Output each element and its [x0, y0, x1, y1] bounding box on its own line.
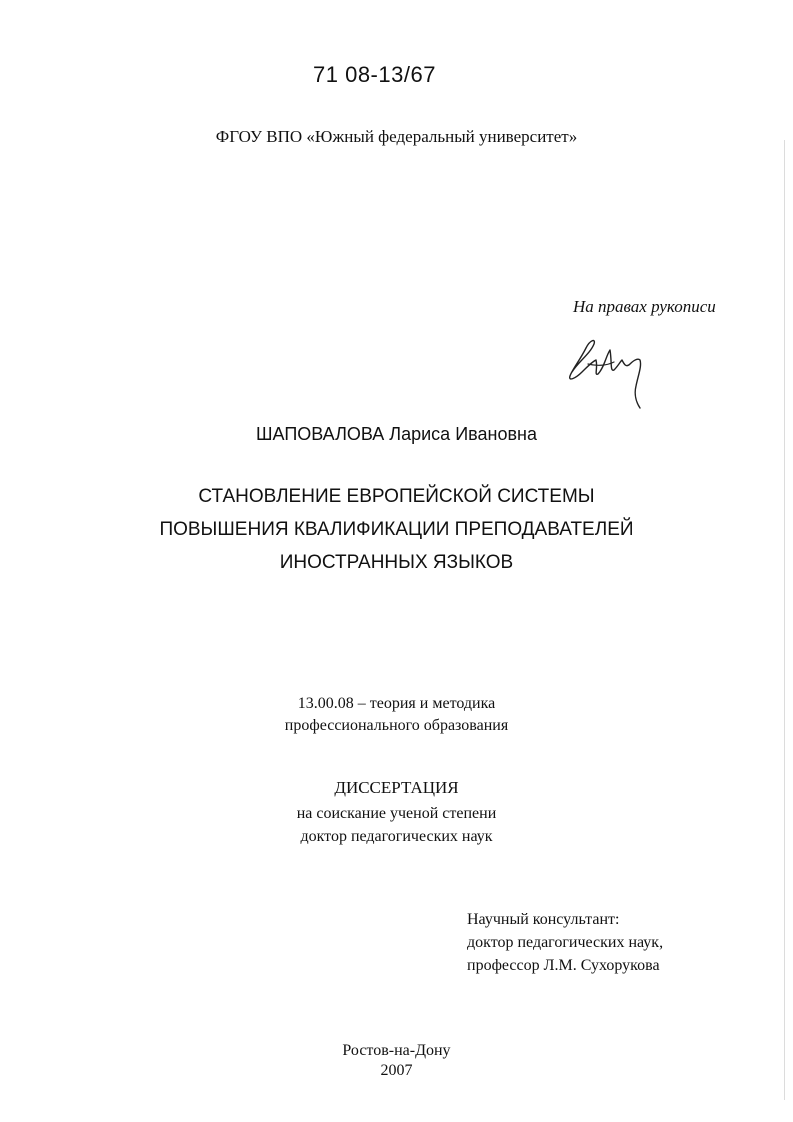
advisor-name: профессор Л.М. Сухорукова: [467, 957, 660, 974]
manuscript-rights-note: На правах рукописи: [573, 297, 716, 316]
dissertation-title-line-1: СТАНОВЛЕНИЕ ЕВРОПЕЙСКОЙ СИСТЕМЫ: [198, 486, 595, 507]
document-type: ДИССЕРТАЦИЯ: [334, 778, 459, 797]
document-number: 71 08-13/67: [313, 62, 436, 87]
organization-name: ФГОУ ВПО «Южный федеральный университет»: [215, 127, 578, 146]
year: 2007: [380, 1062, 413, 1079]
author-name: ШАПОВАЛОВА Лариса Ивановна: [256, 424, 537, 444]
dissertation-title-line-2: ПОВЫШЕНИЯ КВАЛИФИКАЦИИ ПРЕПОДАВАТЕЛЕЙ: [159, 519, 634, 540]
specialty-line-1: 13.00.08 – теория и методика: [297, 695, 496, 712]
scan-edge-line: [784, 140, 785, 1100]
signature-icon: [566, 332, 662, 410]
degree-line-2: доктор педагогических наук: [300, 828, 493, 845]
degree-line-1: на соискание ученой степени: [296, 805, 497, 822]
advisor-degree: доктор педагогических наук,: [467, 934, 664, 951]
advisor-label: Научный консультант:: [467, 911, 620, 928]
city: Ростов-на-Дону: [342, 1042, 451, 1059]
dissertation-title-line-3: ИНОСТРАННЫХ ЯЗЫКОВ: [279, 552, 514, 573]
specialty-line-2: профессионального образования: [284, 717, 509, 734]
